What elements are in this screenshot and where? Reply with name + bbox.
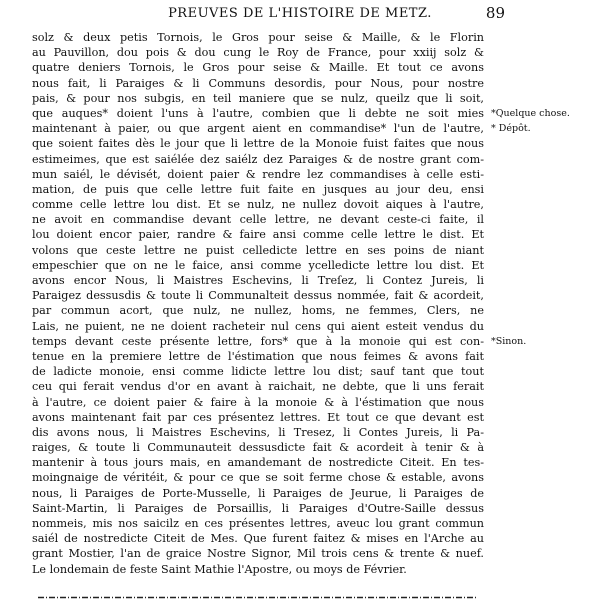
text-line: estimeimes, que est saiélée dez saiélz dez Paraiges & de nostre grant com- <box>32 152 484 166</box>
text-line: solz & deux petis Tornois, le Gros pour seise & Maille, & le Florin <box>32 31 484 44</box>
page-number: 89 <box>485 4 505 22</box>
text-line: quatre deniers Tornois, le Gros pour seise & Maille. Et tout ce avons <box>32 61 484 75</box>
text-line: à l'autre, ce doient paier & faire à la monoie & à l'éstimation que nous <box>32 395 484 409</box>
margin-note: * Dépôt. <box>491 123 531 135</box>
text-line: ceu qui ferait vendus d'or en avant à raichait, ne debte, que li uns ferait <box>32 380 484 394</box>
text-line: mun saiél, le dévisét, doient paier & rendre lez commandises à celle esti- <box>32 167 484 181</box>
text-line: avons maintenant fait par ces présentez lettres. Et tout ce que devant est <box>32 410 484 424</box>
text-line: empeschier que on ne le faice, ansi comme ycelledicte lettre lou dist. Et <box>32 258 484 272</box>
text-line: Paraigez dessusdis & toute li Communalteit dessus nommée, fait & acordeit, <box>32 289 484 303</box>
text-line: nous, li Paraiges de Porte-Musselle, li Paraiges de Jeurue, li Paraiges de <box>32 486 484 500</box>
text-line: comme celle lettre lou dist. Et se nulz, ne nullez dovoit aiques à l'autre, <box>32 198 484 212</box>
text-line: Le londemain de feste Saint Mathie l'Apostre, ou moys de Février. <box>32 562 407 576</box>
text-line: de ladicte monoie, ensi comme lidicte lettre lou dist; sauf tant que tout <box>32 365 484 379</box>
text-line: avons encor Nous, li Maistres Eschevins, li Treſez, li Contez Jureis, li <box>32 274 484 287</box>
text-line: nommeis, mis nos saicilz en ces présentes lettres, aveuc lou grant commun <box>32 517 484 530</box>
text-line: maintenant à paier, ou que argent aient en commandise* l'un de l'autre, <box>32 122 484 136</box>
text-line: au Pauvillon, dou pois & dou cung le Roy de France, pour xxiij solz & <box>32 46 484 60</box>
text-line: Saint-Martin, li Paraiges de Porsaillis, li Paraiges d'Outre-Saille dessus <box>32 501 484 515</box>
page-header <box>0 4 600 24</box>
body-text <box>32 30 484 577</box>
text-line: lou doient encor paier, randre & faire ansi comme celle lettre le dist. Et <box>32 228 484 242</box>
text-line: grant Mostier, l'an de graice Nostre Signor, Mil trois cens & trente & nuef. <box>32 547 484 561</box>
text-line: Lais, ne puient, ne ne doient racheteir nul cens qui aient esteit vendus du <box>32 319 484 333</box>
text-line: volons que ceste lettre ne puist celledicte lettre en ses poins de niant <box>32 243 484 257</box>
text-line: temps devant ceste présente lettre, fors* que à la monoie qui est con- <box>32 334 484 348</box>
text-line: tenue en la premiere lettre de l'éstimation que nous feimes & avons fait <box>32 349 484 363</box>
text-line: dis avons nous, li Maistres Eschevins, li Tresez, li Contes Jureis, li Pa- <box>32 425 484 439</box>
running-title: PREUVES DE L'HISTOIRE DE METZ. <box>168 6 432 21</box>
text-line: mantenir à tous jours mais, en amandemant de nostredicte Citeit. En tes- <box>32 456 484 470</box>
text-line: que auques* doient l'uns à l'autre, combien que li debte ne soit mies <box>32 106 484 120</box>
margin-note: *Quelque chose. <box>491 108 570 119</box>
text-line: que soient faites dès le jour que li lettre de la Monoie fuist faites que nous <box>32 137 484 151</box>
text-line: raiges, & toute li Communauteit dessusdicte fait & acordeit à tenir & à <box>32 441 484 455</box>
text-line: par commun acort, que nulz, ne nullez, homs, ne femmes, Clers, ne <box>32 304 484 318</box>
text-line: nous fait, li Paraiges & li Communs desordis, pour Nous, pour nostre <box>32 76 484 90</box>
text-line: pais, & pour nos subgis, en teil maniere que se nulz, queilz que li soit, <box>32 91 484 105</box>
text-line: mation, de puis que celle lettre fuit faite en jusques au jour deu, ensi <box>32 182 484 196</box>
text-line: moingnaige de véritéit, & pour ce que se soit ferme chose & estable, avons <box>32 471 484 485</box>
margin-note: *Sinon. <box>491 336 527 347</box>
text-line: ne avoit en commandise devant celle lettre, ne devant ceste-ci faite, il <box>32 213 484 227</box>
text-line: saiél de nostredicte Citeit de Mes. Que furent faitez & mises en l'Arche au <box>32 532 484 546</box>
footer-ornament-rule <box>38 596 478 599</box>
